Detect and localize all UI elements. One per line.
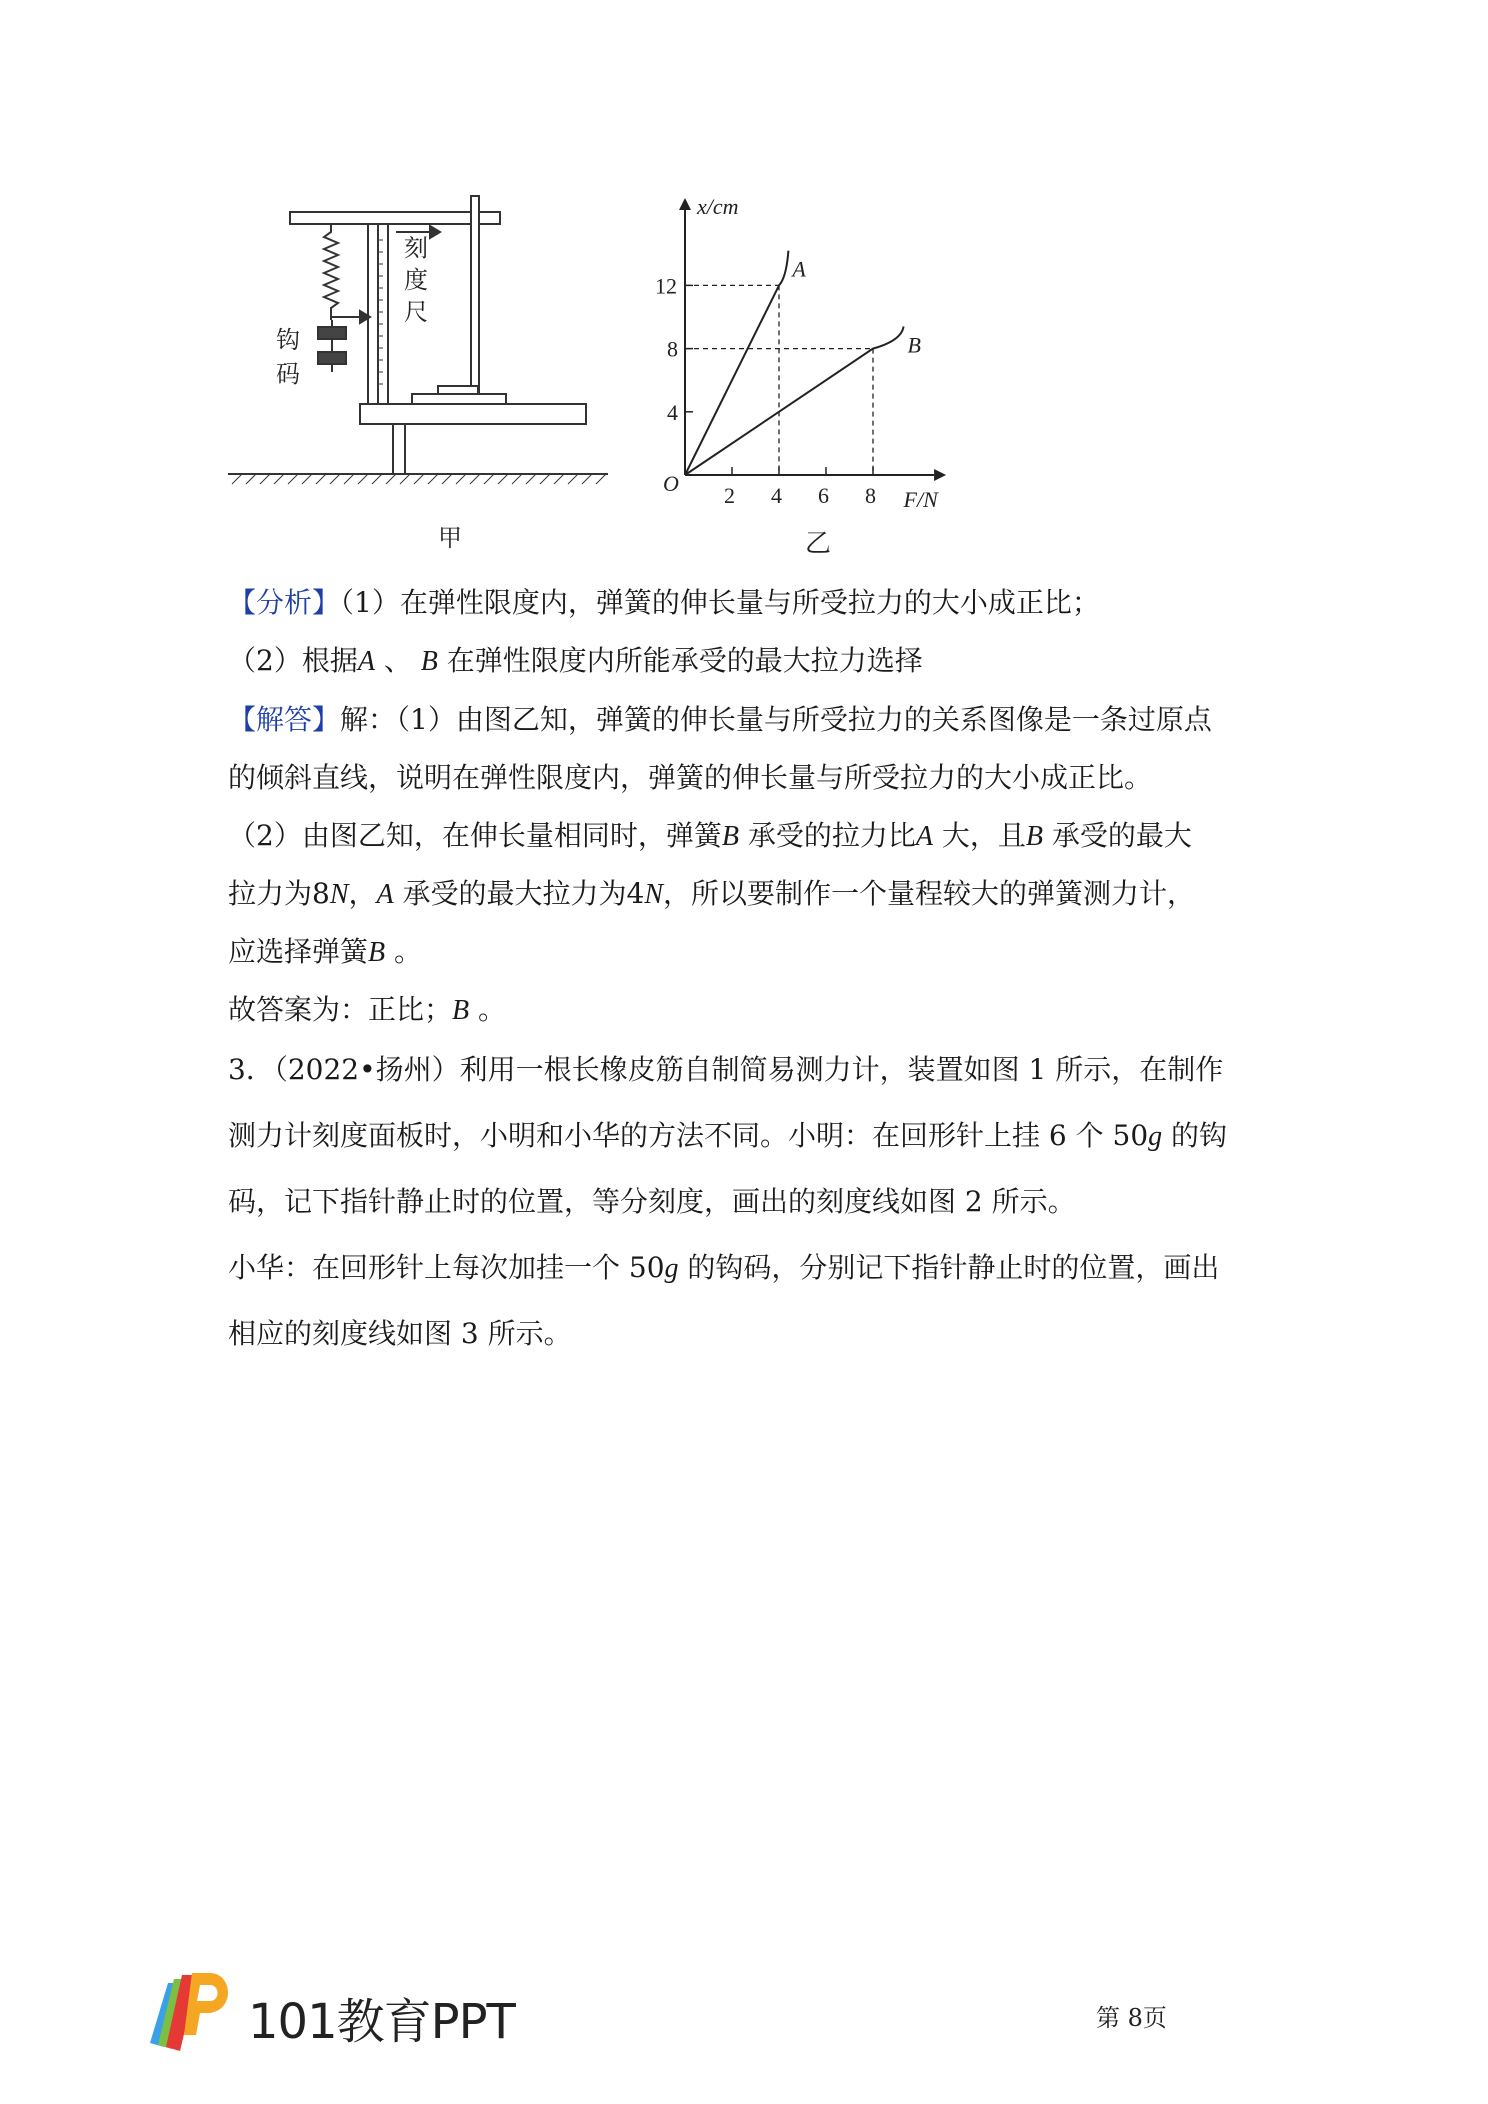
analysis-line-1: 【分析】（1）在弹性限度内，弹簧的伸长量与所受拉力的大小成正比； [228, 586, 1100, 619]
q3-line-2: 测力计刻度面板时，小明和小华的方法不同。小明：在回形针上挂 6 个 50g 的钩 [228, 1119, 1228, 1152]
y-axis-arrow [679, 198, 691, 210]
ruler-label-1: 刻 [404, 234, 428, 262]
spring [324, 224, 338, 320]
answer-line-2: 的倾斜直线，说明在弹性限度内，弹簧的伸长量与所受拉力的大小成正比。 [228, 761, 1153, 794]
y-tick-label: 12 [655, 273, 677, 299]
answer-line-5: 应选择弹簧B 。 [228, 935, 423, 968]
hook-weight-2 [318, 352, 346, 364]
analysis-line-2: （2）根据A 、 B 在弹性限度内所能承受的最大拉力选择 [228, 644, 923, 677]
q3-line-3: 码，记下指针静止时的位置，等分刻度，画出的刻度线如图 2 所示。 [228, 1185, 1076, 1218]
table-leg [393, 424, 405, 474]
ruler-label-3: 尺 [404, 298, 428, 326]
answer-tag: 【解答】 [228, 703, 341, 736]
x-axis-label: F/N [903, 487, 938, 512]
origin-label: O [663, 471, 679, 496]
ruler-label-2: 度 [404, 266, 428, 294]
hook-weight-1 [318, 327, 346, 339]
q3-line-4: 小华：在回形针上每次加挂一个 50g 的钩码，分别记下指针静止时的位置，画出 [228, 1251, 1220, 1284]
figure-jia-caption: 甲 [438, 524, 462, 552]
series-label-A: A [792, 256, 806, 282]
q3-line-1: 3．（2022•扬州）利用一根长橡皮筋自制简易测力计，装置如图 1 所示，在制作 [228, 1053, 1224, 1086]
figure-jia-apparatus [228, 190, 624, 570]
weight-label-2: 码 [276, 360, 300, 388]
x-tick-label: 8 [865, 483, 876, 508]
x-tick-label: 2 [724, 483, 735, 508]
analysis-tag: 【分析】 [228, 586, 341, 619]
y-axis-label: x/cm [697, 194, 739, 219]
footer-logo [140, 1965, 540, 2055]
page-number: 第 8页 [1096, 2004, 1167, 2032]
stand-pole [471, 196, 479, 396]
series-label-B: B [907, 332, 922, 358]
answer-line-4: 拉力为8N，A 承受的最大拉力为4N，所以要制作一个量程较大的弹簧测力计， [228, 877, 1196, 910]
y-tick-label: 4 [667, 399, 678, 425]
figure-yi-chart [655, 190, 1055, 570]
x-tick-label: 6 [818, 483, 829, 508]
table-top [360, 404, 586, 424]
logo-icon [140, 1965, 240, 2055]
x-tick-label: 4 [771, 483, 782, 508]
q3-line-5: 相应的刻度线如图 3 所示。 [228, 1317, 572, 1350]
ruler [378, 224, 388, 404]
figure-yi-caption: 乙 [805, 529, 832, 559]
weight-label-1: 钩 [276, 326, 300, 354]
final-answer: 故答案为：正比；B 。 [228, 993, 507, 1026]
top-crossbar [290, 212, 500, 224]
x-axis-arrow [934, 469, 946, 481]
y-tick-label: 8 [667, 336, 678, 362]
logo-text: 101教育PPT [248, 1994, 515, 2050]
answer-line-1: 【解答】解：（1）由图乙知，弹簧的伸长量与所受拉力的关系图像是一条过原点 [228, 703, 1212, 736]
answer-line-3: （2）由图乙知，在伸长量相同时，弹簧B 承受的拉力比A 大，且B 承受的最大 [228, 819, 1192, 852]
